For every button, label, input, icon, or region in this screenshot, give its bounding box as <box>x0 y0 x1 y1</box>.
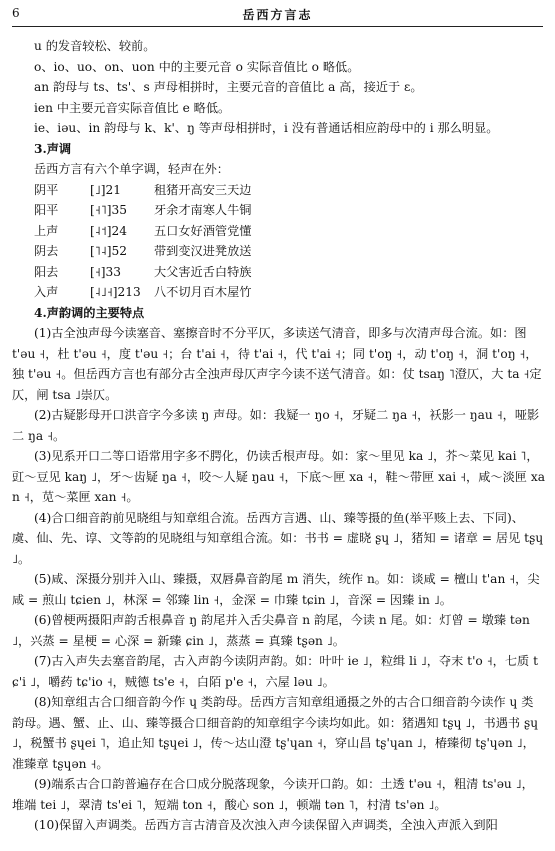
tone-value: [˨˦]24 <box>90 223 128 238</box>
tone-value: [˧]33 <box>90 264 122 279</box>
tone-name: 阴平 <box>34 182 59 197</box>
intro-line: u 的发音较松、较前。 <box>34 39 156 53</box>
feature-paragraph: (10)保留入声调类。岳西方言古清音及次浊入声今读保留入声调类，全浊入声派入到阳 <box>34 818 498 832</box>
tone-examples: 八不切月百木屋竹 <box>154 285 252 299</box>
tone-examples: 牙余才南寒人牛铜 <box>154 203 252 217</box>
feature-paragraph: (8)知章组古合口细音韵今作 ɥ 类韵母。岳西方言知章组通摄之外的古合口细音韵今读作 ɥ 类韵母。遇、蟹、止、山、臻等摄合口细音韵的知章组字今读均如此。如：猪遇知 tʂɥ ˩，书遇书 ʂɥ ˩，税蟹书 ʂɥei ˥，追止知 tʂɥei ˩，传～达山澄 tʂ'ɥan ˧，穿山昌 tʂ'ɥan ˩，椿臻彻 tʂ'ɥən ˩，准臻章 tʂɥən ˧。 <box>12 695 539 771</box>
intro-line: o、io、uo、on、uon 中的主要元音 o 实际音值比 o 略低。 <box>34 59 360 74</box>
page-header <box>12 6 543 27</box>
section-heading-features: 4.声韵调的主要特点 <box>34 305 145 320</box>
tone-row <box>12 241 545 262</box>
section-heading-tones: 3.声调 <box>34 141 72 156</box>
book-title: 岳西方言志 <box>242 8 313 22</box>
feature-paragraph: (6)曾梗两摄阳声韵舌根鼻音 ŋ 韵尾并入舌尖鼻音 n 韵尾，今读 n 尾。如：灯曾 = 墩臻 tən ˩，兴蒸 = 星梗 = 心深 = 新臻 ɕin ˩，蒸蒸 = 真臻 tʂən ˩。 <box>12 613 530 648</box>
tone-row <box>12 180 545 201</box>
tone-name: 阳平 <box>34 203 59 217</box>
tone-row <box>12 282 545 303</box>
feature-paragraph: (9)端系古合口韵普遍存在合口成分脱落现象，今读开口韵。如：土透 t'əu ˧，粗清 ts'əu ˩，堆端 tei ˩，翠清 ts'ei ˥，短端 ton ˧，酸心 son ˩，顿端 tən ˥，村清 ts'ən ˩。 <box>12 777 534 812</box>
feature-paragraph: (2)古疑影母开口洪音字今多读 ŋ 声母。如：我疑一 ŋo ˧，牙疑二 ŋa ˧，袄影一 ŋau ˧，哑影二 ŋa ˧。 <box>12 408 540 443</box>
tone-name: 阴去 <box>34 244 59 258</box>
feature-paragraph: (5)咸、深摄分别并入山、臻摄，双唇鼻音韵尾 m 消失，统作 n。如：谈咸 = 檀山 t'an ˧，尖咸 = 煎山 tɕien ˩，林深 = 邻臻 lin ˧，金深 = 巾臻 tɕin ˩，音深 = 因臻 in ˩。 <box>12 572 540 607</box>
tone-row <box>12 221 545 242</box>
tones-intro: 岳西方言有六个单字调，轻声在外： <box>34 162 229 176</box>
page-number: 6 <box>12 6 20 20</box>
feature-paragraph: (1)古全浊声母今读塞音、塞擦音时不分平仄，多读送气清音，即多与次清声母合流。如：图 t'əu ˧，杜 t'əu ˧，度 t'əu ˧；台 t'ai ˧，待 t'ai ˧，代 t'ai ˧；同 t'oŋ ˧，动 t'oŋ ˧，洞 t'oŋ ˧，独 t'əu ˧。但岳西方言也有部分古全浊声母仄声字今读不送气清音。如：仗 tsaŋ ˥澄仄，大 ta ˧定仄，闸 tsa ˩崇仄。 <box>12 326 542 402</box>
tone-examples: 带到变汉进凳放送 <box>154 244 252 258</box>
tone-name: 阳去 <box>34 264 59 279</box>
tone-value: [˧˥]35 <box>90 203 128 217</box>
intro-line: ie、iəu、in 韵母与 k、k'、ŋ 等声母相拼时，i 没有普通话相应韵母中的 i 那么明显。 <box>34 121 499 135</box>
feature-paragraph: (7)古入声失去塞音韵尾，古入声韵今读阴声韵。如：叶叶 ie ˩，粒缉 li ˩，夺末 t'o ˧，七质 tɕ'i ˩，嚼药 tɕ'io ˧，贼德 ts'e ˧，白陌 p'e ˧，六屋 ləu ˩。 <box>12 654 538 689</box>
page-body <box>12 36 545 836</box>
tone-value: [˨˩˧]213 <box>90 285 141 299</box>
tone-name: 入声 <box>34 285 59 299</box>
intro-line: ien 中主要元音实际音值比 e 略低。 <box>34 100 231 115</box>
tone-examples: 五口女好酒管党懂 <box>154 223 252 238</box>
tone-row <box>12 262 545 283</box>
feature-paragraph: (4)合口细音韵前见晓组与知章组合流。岳西方言遇、山、臻等摄的鱼(举平赅上去、下同)、虞、仙、先、谆、文等韵的见晓组与知章组合流。如：书书 = 虚晓 ʂɥ ˩，猪知 = 诸章 = 居见 tʂɥ ˩。 <box>12 510 544 566</box>
tone-name: 上声 <box>34 223 59 238</box>
intro-line: an 韵母与 ts、ts'、s 声母相拼时，主要元音的音值比 a 高，接近于 ɛ。 <box>34 80 423 94</box>
tone-value: [˥˨]52 <box>90 244 128 258</box>
tone-row <box>12 200 545 221</box>
tone-examples: 租猪开高安三天边 <box>154 182 252 197</box>
feature-paragraph: (3)见系开口二等口语常用字多不腭化，仍读舌根声母。如：家～里见 ka ˩，芥～菜见 kai ˥，豇～豆见 kaŋ ˩，牙～齿疑 ŋa ˧，咬～人疑 ŋau ˧，下底～匣 xa ˧，鞋～带匣 xai ˧，咸～淡匣 xan ˧，苋～菜匣 xan ˧。 <box>12 449 546 504</box>
tone-value: [˩]21 <box>90 182 122 197</box>
tone-examples: 大父害近舌白特族 <box>154 264 252 279</box>
